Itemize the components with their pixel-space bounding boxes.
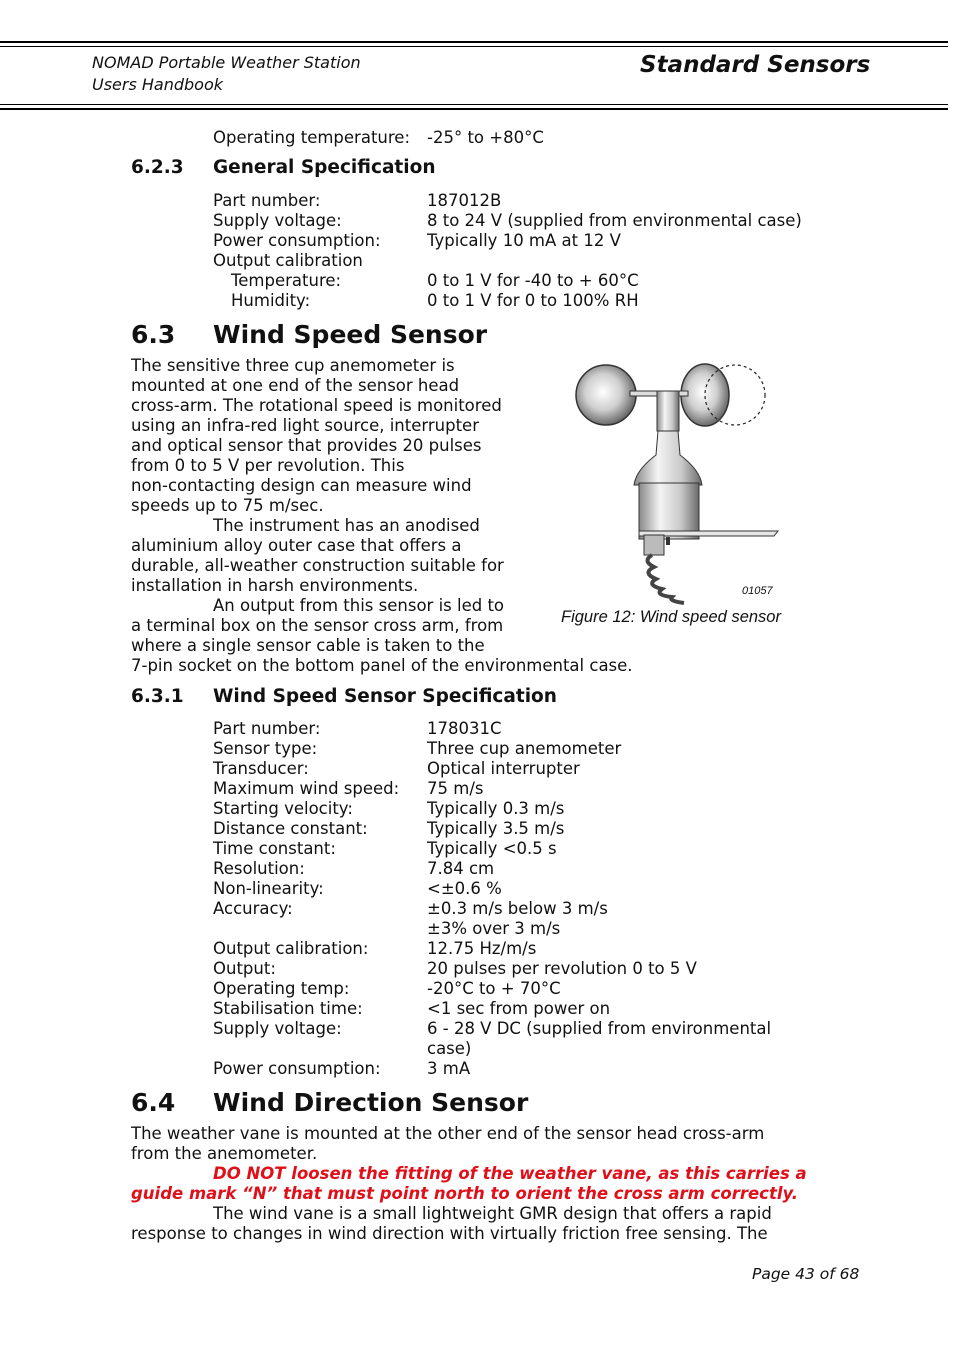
- spec-label: Maximum wind speed:: [213, 779, 400, 798]
- spec-label: Time constant:: [213, 839, 336, 858]
- section-header-title: Standard Sensors: [640, 52, 871, 78]
- figure-caption: Figure 12: Wind speed sensor: [561, 608, 781, 626]
- paragraph-line: response to changes in wind direction with virtually friction free sensing. The: [131, 1224, 768, 1243]
- spec-label: Output:: [213, 959, 276, 978]
- paragraph-line: 7-pin socket on the bottom panel of the environmental case.: [131, 656, 633, 675]
- spec-row: [213, 739, 621, 759]
- sensor-connector: [644, 535, 664, 555]
- spec-label: Operating temperature:: [213, 128, 411, 147]
- spec-row: [213, 899, 608, 919]
- heading-number: 6.3.1: [131, 686, 184, 707]
- wind-speed-sensor-figure: [560, 355, 790, 605]
- spec-row: [213, 919, 560, 939]
- spec-label: Supply voltage:: [213, 211, 342, 230]
- heading-general-specification: [131, 157, 436, 178]
- spec-row: [213, 979, 561, 999]
- paragraph-line: and optical sensor that provides 20 pulses: [131, 436, 482, 455]
- spec-value: 8 to 24 V (supplied from environmental case): [427, 211, 802, 230]
- spec-label: Sensor type:: [213, 739, 318, 758]
- spec-label: Operating temp:: [213, 979, 350, 998]
- spec-value: case): [427, 1039, 472, 1058]
- spec-row: [213, 939, 536, 959]
- operating-temperature-row: [213, 128, 544, 148]
- paragraph-line: from the anemometer.: [131, 1144, 318, 1163]
- page-number: Page 43 of 68: [752, 1265, 860, 1283]
- paragraph-line: a terminal box on the sensor cross arm, from: [131, 616, 504, 635]
- spec-label: Accuracy:: [213, 899, 293, 918]
- spec-label: Stabilisation time:: [213, 999, 363, 1018]
- spec-label: Part number:: [213, 719, 321, 738]
- spec-value: Typically 10 mA at 12 V: [427, 231, 621, 250]
- anemometer-spindle: [657, 391, 679, 431]
- spec-row: [213, 959, 697, 979]
- paragraph-line: The instrument has an anodised: [213, 516, 480, 535]
- header-rule-bottom-thick: [0, 108, 948, 110]
- spec-value: 0 to 1 V for -40 to + 60°C: [427, 271, 639, 290]
- spec-label: Power consumption:: [213, 1059, 381, 1078]
- spec-value: <1 sec from power on: [427, 999, 611, 1018]
- anemometer-neck: [634, 431, 702, 485]
- paragraph-line: using an infra-red light source, interrupter: [131, 416, 479, 435]
- spec-row: [213, 999, 610, 1019]
- spec-row: [213, 211, 802, 231]
- paragraph-line: from 0 to 5 V per revolution. This: [131, 456, 405, 475]
- spec-row: [213, 1019, 771, 1039]
- spec-value: 12.75 Hz/m/s: [427, 939, 537, 958]
- spec-row: [213, 1059, 470, 1079]
- document-title-line1: NOMAD Portable Weather Station: [92, 53, 361, 72]
- spec-label: Part number:: [213, 191, 321, 210]
- spec-row: [213, 719, 502, 739]
- spec-row: [213, 859, 494, 879]
- paragraph-line: The wind vane is a small lightweight GMR design that offers a rapid: [213, 1204, 772, 1223]
- spec-label: Temperature:: [231, 271, 342, 290]
- paragraph-line: non-contacting design can measure wind: [131, 476, 472, 495]
- paragraph-line: where a single sensor cable is taken to the: [131, 636, 485, 655]
- spec-value: 0 to 1 V for 0 to 100% RH: [427, 291, 639, 310]
- warning-line: guide mark “N” that must point north to orient the cross arm correctly.: [131, 1184, 799, 1203]
- spec-value: Typically <0.5 s: [427, 839, 557, 858]
- spec-row: [231, 291, 639, 311]
- spec-label: Distance constant:: [213, 819, 368, 838]
- spec-value: ±3% over 3 m/s: [427, 919, 561, 938]
- spec-value: Typically 3.5 m/s: [427, 819, 565, 838]
- paragraph-line: The weather vane is mounted at the other end of the sensor head cross-arm: [131, 1124, 765, 1143]
- spec-row: [213, 799, 564, 819]
- spec-row: [213, 231, 621, 251]
- paragraph-line: speeds up to 75 m/sec.: [131, 496, 324, 515]
- spec-row: [213, 251, 427, 271]
- spec-label: Starting velocity:: [213, 799, 353, 818]
- spec-row: [213, 759, 580, 779]
- spec-row: [231, 271, 639, 291]
- paragraph-line: The sensitive three cup anemometer is: [131, 356, 455, 375]
- spec-value: <±0.6 %: [427, 879, 502, 898]
- spec-value: -20°C to + 70°C: [427, 979, 561, 998]
- spec-value: ±0.3 m/s below 3 m/s: [427, 899, 608, 918]
- heading-number: 6.4: [131, 1088, 176, 1117]
- spec-value: 3 mA: [427, 1059, 471, 1078]
- sensor-cable: [647, 555, 684, 603]
- spec-row: [213, 1039, 471, 1059]
- paragraph-line: installation in harsh environments.: [131, 576, 419, 595]
- header-rule-top-thin: [0, 46, 948, 47]
- spec-row: [213, 839, 557, 859]
- spec-label: Transducer:: [213, 759, 309, 778]
- connector-pin: [666, 537, 670, 545]
- heading-title: General Specification: [213, 157, 436, 178]
- spec-label: Resolution:: [213, 859, 305, 878]
- header-rule-bottom-thin: [0, 104, 948, 105]
- spec-label: Supply voltage:: [213, 1019, 342, 1038]
- heading-number: 6.3: [131, 320, 176, 349]
- heading-number: 6.2.3: [131, 157, 184, 178]
- spec-value: -25° to +80°C: [427, 128, 544, 147]
- figure-code: 01057: [742, 585, 773, 597]
- spec-value: 7.84 cm: [427, 859, 495, 878]
- spec-value: 75 m/s: [427, 779, 484, 798]
- paragraph-line: mounted at one end of the sensor head: [131, 376, 460, 395]
- warning-line: DO NOT loosen the fitting of the weather vane, as this carries a: [213, 1164, 807, 1183]
- spec-row: [213, 779, 483, 799]
- paragraph-line: aluminium alloy outer case that offers a: [131, 536, 462, 555]
- paragraph-line: An output from this sensor is led to: [213, 596, 505, 615]
- paragraph-line: durable, all-weather construction suitable for: [131, 556, 504, 575]
- spec-value: 187012B: [427, 191, 502, 210]
- spec-label: Power consumption:: [213, 231, 381, 250]
- spec-row: [213, 819, 564, 839]
- spec-value: Optical interrupter: [427, 759, 580, 778]
- heading-title: Wind Direction Sensor: [213, 1088, 529, 1117]
- spec-value: Three cup anemometer: [427, 739, 622, 758]
- spec-label: Humidity:: [231, 291, 311, 310]
- heading-title: Wind Speed Sensor Specification: [213, 686, 557, 707]
- spec-row: [213, 879, 502, 899]
- spec-value: 20 pulses per revolution 0 to 5 V: [427, 959, 697, 978]
- spec-value: 6 - 28 V DC (supplied from environmental: [427, 1019, 772, 1038]
- spec-label: Non-linearity:: [213, 879, 324, 898]
- header-rule-top-thick: [0, 41, 948, 43]
- spec-label: Output calibration:: [213, 939, 369, 958]
- spec-label: Output calibration: [213, 251, 363, 270]
- document-title: [92, 52, 361, 96]
- heading-wind-speed-sensor: [131, 320, 487, 349]
- paragraph-line: cross-arm. The rotational speed is monitored: [131, 396, 502, 415]
- anemometer-cup-left: [576, 365, 636, 425]
- heading-wind-direction-sensor: [131, 1088, 528, 1117]
- spec-value: 178031C: [427, 719, 502, 738]
- heading-wind-speed-spec: [131, 686, 557, 707]
- spec-value: Typically 0.3 m/s: [427, 799, 565, 818]
- heading-title: Wind Speed Sensor: [213, 320, 488, 349]
- spec-row: [213, 191, 501, 211]
- document-title-line2: Users Handbook: [92, 75, 224, 94]
